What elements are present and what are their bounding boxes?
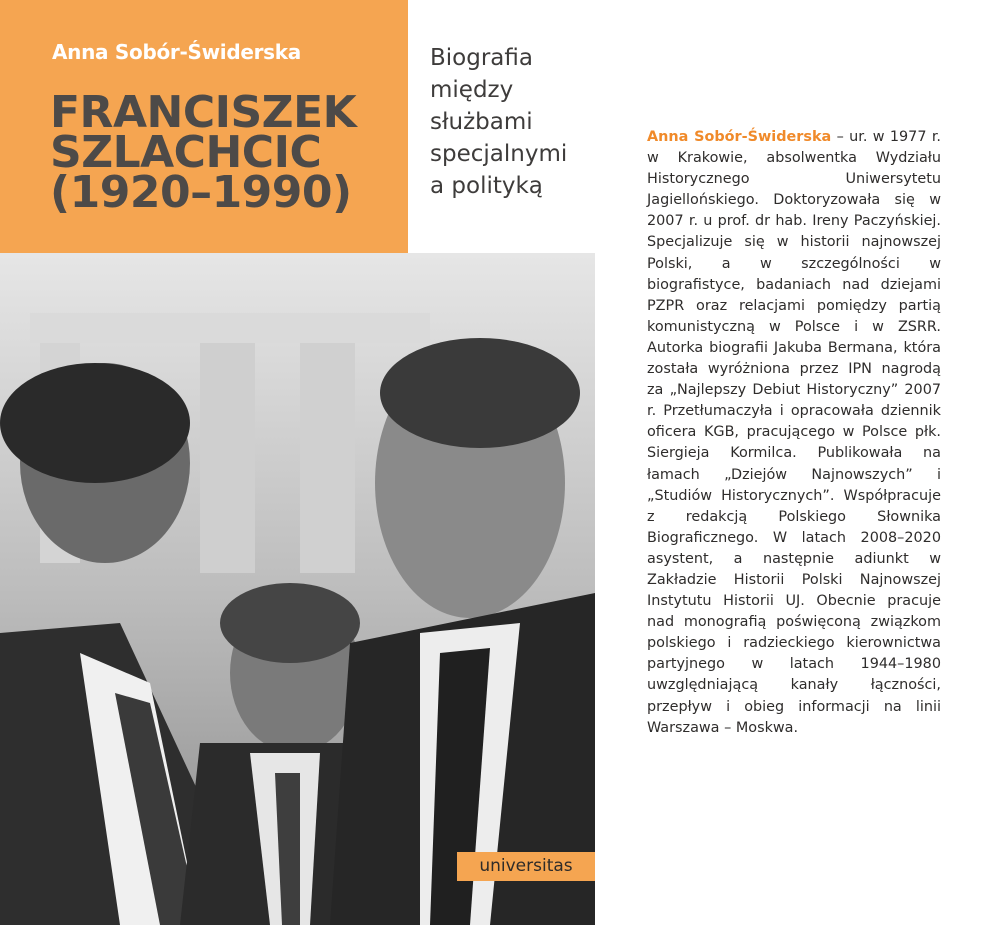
publisher-label: universitas [457,852,595,881]
black-and-white-photo-icon [0,253,595,925]
subtitle-line: służbami [430,109,533,135]
book-subtitle [430,42,567,202]
title-line: SZLACHCIC [50,127,322,178]
subtitle-line: specjalnymi [430,141,568,167]
subtitle-line: a polityką [430,173,543,199]
cover-author: Anna Sobór-Świderska [52,40,301,64]
book-title [50,87,357,218]
bio-text: – ur. w 1977 r. w Krakowie, absolwentka Wydziału Historycznego Uniwersytetu Jagiellońskiego. Doktoryzowała się w 2007 r. u prof. dr hab. Ireny Paczyńskiej. Specjalizuje się w historii najnowszej Polski, a w szczególności w biografistyce, badaniach nad dziejami PZPR oraz relacjami pomiędzy partią komunistyczną w Polsce i w ZSRR. Autorka biografii Jakuba Bermana, która została wyróżniona przez IPN nagrodą za „Najlepszy Debiut Historyczny” 2007 r. Przetłumaczyła i opracowała dziennik oficera KGB, pracującego w Polsce płk. Siergieja Kormilca. Publikowała na łamach „Dziejów Najnowszych” i „Studiów Historycznych”. Współpracuje z redakcją Polskiego Słownika Biograficznego. W latach 2008–2020 asystent, a następnie adiunkt w Zakładzie Historii Polski Najnowszej Instytutu Historii UJ. Obecnie pracuje nad monografią poświęconą związkom polskiego i radzieckiego kierownictwa partyjnego w latach 1944–1980 uwzględniającą kanały łączności, przepływ i obieg informacji na linii Warszawa – Moskwa. [647,129,942,736]
author-bio [647,127,941,739]
subtitle-line: między [430,77,514,103]
title-block [0,0,408,253]
bio-author-name: Anna Sobór-Świderska [647,129,832,145]
subtitle-line: Biografia [430,45,533,71]
title-line: FRANCISZEK [50,87,357,138]
cover-photo [0,253,595,925]
title-line: (1920–1990) [50,167,352,218]
